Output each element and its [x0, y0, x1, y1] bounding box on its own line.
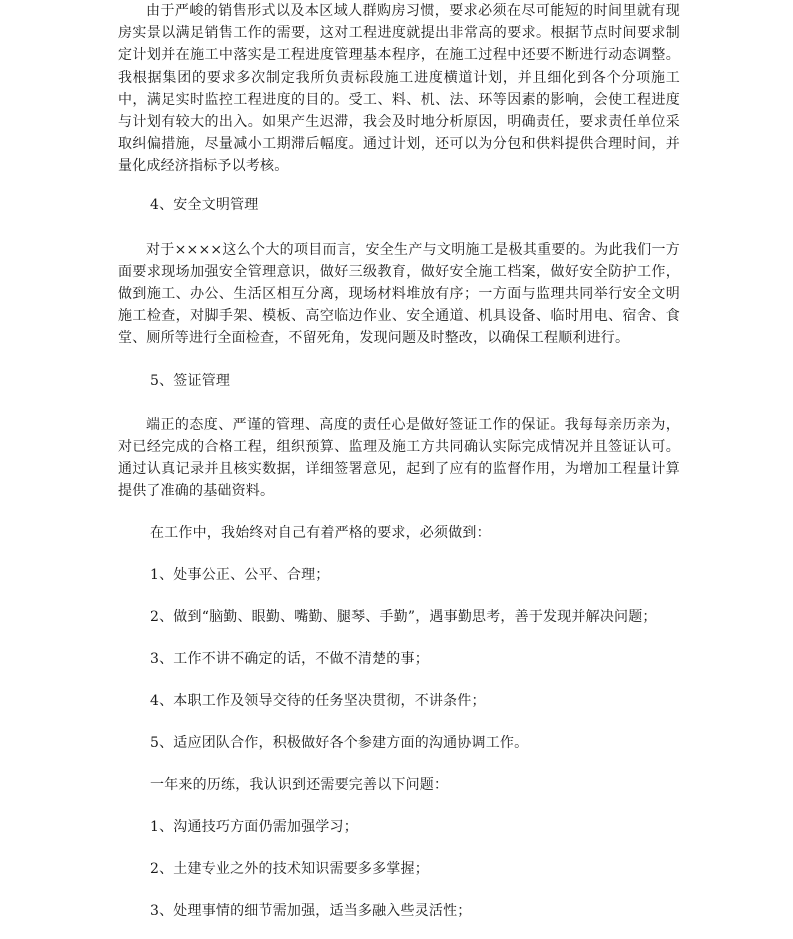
document-page	[118, 0, 680, 922]
requirement-item-4: 4、本职工作及领导交待的任务坚决贯彻，不讲条件；	[150, 693, 486, 710]
heading-visa-management: 5、签证管理	[150, 372, 231, 389]
requirement-item-3: 3、工作不讲不确定的话，不做不清楚的事；	[150, 651, 429, 668]
heading-safety-management: 4、安全文明管理	[150, 196, 259, 213]
work-requirements-intro: 在工作中，我始终对自己有着严格的要求，必须做到：	[150, 525, 491, 542]
paragraph-safety-management: 对于××××这么个大的项目而言，安全生产与文明施工是极其重要的。为此我们一方面要求现场加强安全管理意识，做好三级教育，做好安全施工档案，做好安全防护工作，做到施工、办公、生活区相互分离，现场材料堆放有序；一方面与监理共同举行安全文明施工检查，对脚手架、模板、高空临边作业、安全通道、机具设备、临时用电、宿舍、食堂、厕所等进行全面检查，不留死角，发现问题及时整改，以确保工程顺利进行。	[118, 241, 680, 347]
improvement-item-2: 2、土建专业之外的技术知识需要多多掌握；	[150, 861, 429, 878]
improvement-item-3: 3、处理事情的细节需加强，适当多融入些灵活性；	[150, 903, 472, 920]
requirement-item-5: 5、适应团队合作，积极做好各个参建方面的沟通协调工作。	[150, 735, 529, 752]
improvement-intro: 一年来的历练，我认识到还需要完善以下问题：	[150, 777, 449, 794]
paragraph-schedule-management: 由于严峻的销售形式以及本区域人群购房习惯，要求必须在尽可能短的时间里就有现房实景以满足销售工作的需要，这对工程进度就提出非常高的要求。根据节点时间要求制定计划并在施工中落实是工程进度管理基本程序，在施工过程中还要不断进行动态调整。我根据集团的要求多次制定我所负责标段施工进度横道计划，并且细化到各个分项施工中，满足实时监控工程进度的目的。受工、料、机、法、环等因素的影响，会使工程进度与计划有较大的出入。如果产生迟滞，我会及时地分析原因，明确责任，要求责任单位采取纠偏措施，尽量减小工期滞后幅度。通过计划，还可以为分包和供料提供合理时间，并量化成经济指标予以考核。	[118, 3, 680, 175]
paragraph-visa-management: 端正的态度、严谨的管理、高度的责任心是做好签证工作的保证。我每每亲历亲为，对已经完成的合格工程，组织预算、监理及施工方共同确认实际完成情况并且签证认可。通过认真记录并且核实数据，详细签署意见，起到了应有的监督作用，为增加工程量计算提供了准确的基础资料。	[118, 416, 680, 500]
requirement-item-1: 1、处事公正、公平、合理；	[150, 567, 330, 584]
improvement-item-1: 1、沟通技巧方面仍需加强学习；	[150, 819, 358, 836]
requirement-item-2: 2、做到“脑勤、眼勤、嘴勤、腿琴、手勤”，遇事勤思考，善于发现并解决问题；	[150, 609, 657, 626]
